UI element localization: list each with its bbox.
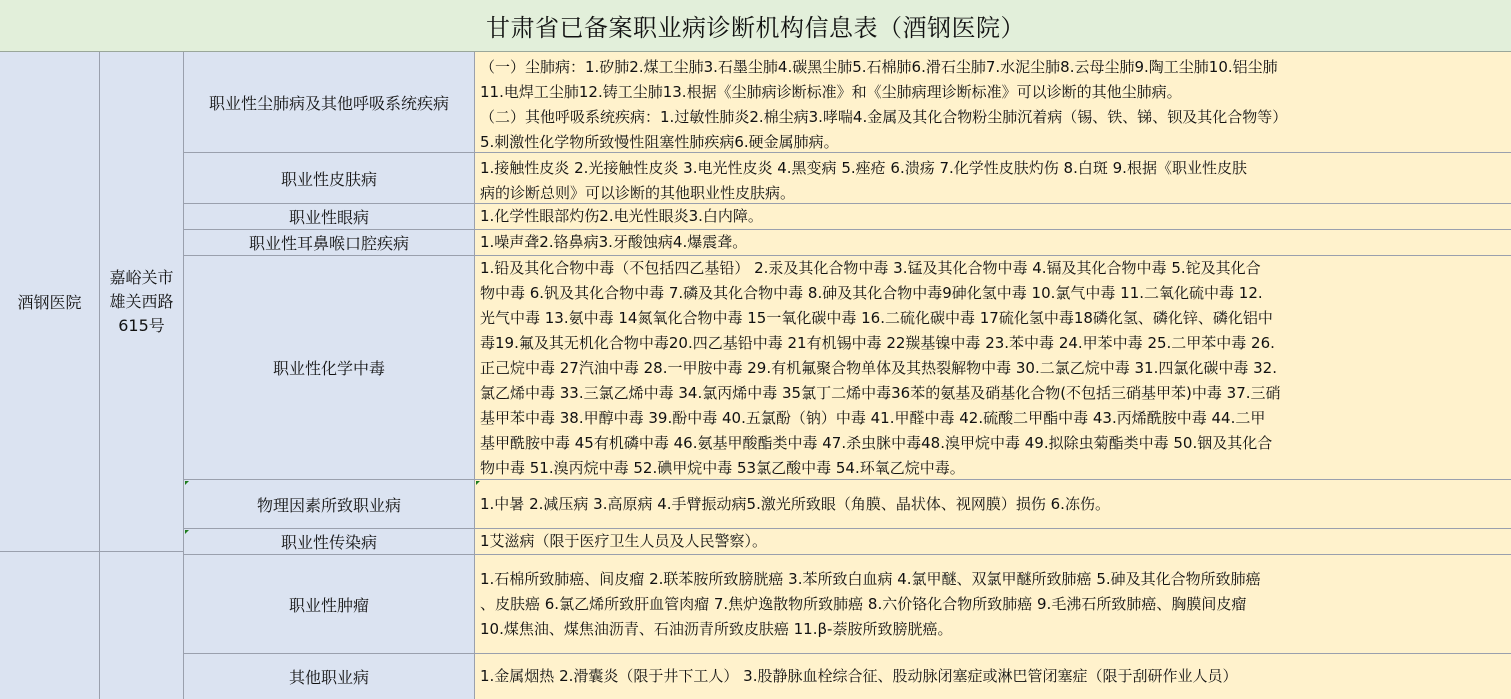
diseases-cell: 1.中暑 2.减压病 3.高原病 4.手臂振动病5.激光所致眼（角膜、晶状体、视网膜）损伤 6.冻伤。 <box>475 480 1511 529</box>
hospital-cell <box>0 52 100 552</box>
address-cell <box>100 52 184 552</box>
category-cell <box>184 230 475 256</box>
diseases-cell: （一）尘肺病：1.矽肺2.煤工尘肺3.石墨尘肺4.碳黑尘肺5.石棉肺6.滑石尘肺7.水泥尘肺8.云母尘肺9.陶工尘肺10.铝尘肺 11.电焊工尘肺12.铸工尘肺13.根据《尘肺病诊断标准》和《尘肺病理诊断标准》可以诊断的其他尘肺病。 （二）其他呼吸系统疾病：1.过敏性肺炎2.棉尘病3.哮喘4.金属及其化合物粉尘肺沉着病（锡、铁、锑、钡及其化合物等） 5.刺激性化学物所致慢性阻塞性肺疾病6.硬金属肺病。 <box>475 52 1511 153</box>
category-label: 其他职业病 <box>288 668 369 687</box>
category-label: 物理因素所致职业病 <box>256 495 401 515</box>
diseases-cell: 1.噪声聋2.铬鼻病3.牙酸蚀病4.爆震聋。 <box>475 230 1511 256</box>
diseases-cell: 1.石棉所致肺癌、间皮瘤 2.联苯胺所致膀胱癌 3.苯所致白血病 4.氯甲醚、双氯甲醚所致肺癌 5.砷及其化合物所致肺癌 、皮肤癌 6.氯乙烯所致肝血管肉瘤 7.焦炉逸散物所致肺癌 8.六价铬化合物所致肺癌 9.毛沸石所致肺癌、胸膜间皮瘤 10.煤焦油、煤焦油沥青、石油沥青所致皮肤癌 11.β-萘胺所致膀胱癌。 <box>475 555 1511 654</box>
diseases-cell: 1.化学性眼部灼伤2.电光性眼炎3.白内障。 <box>475 204 1511 230</box>
category-label: 职业性耳鼻喉口腔疾病 <box>248 234 409 253</box>
cell-marker <box>476 481 480 485</box>
category-cell <box>184 204 475 230</box>
hospital-address: 嘉峪关市 雄关西路 615号 <box>109 267 174 335</box>
diseases-cell: 1艾滋病（限于医疗卫生人员及人民警察）。 <box>475 529 1511 555</box>
category-label: 职业性化学中毒 <box>272 359 385 378</box>
address-cell-continued <box>100 552 184 699</box>
cell-marker <box>185 481 189 485</box>
category-cell <box>184 256 475 480</box>
category-cell <box>184 153 475 204</box>
category-cell <box>184 555 475 654</box>
page-title: 甘肃省已备案职业病诊断机构信息表（酒钢医院） <box>0 0 1511 52</box>
hospital-name: 酒钢医院 <box>17 293 82 312</box>
category-label: 职业性皮肤病 <box>280 169 377 189</box>
cell-marker <box>185 530 189 534</box>
diseases-cell: 1.铅及其化合物中毒（不包括四乙基铅） 2.汞及其化合物中毒 3.锰及其化合物中毒 4.镉及其化合物中毒 5.铊及其化合 物中毒 6.钒及其化合物中毒 7.磷及其化合物中毒 8.砷及其化合物中毒9砷化氢中毒 10.氯气中毒 11.二氧化硫中毒 12. 光气中毒 13.氨中毒 14氮氧化合物中毒 15一氧化碳中毒 16.二硫化碳中毒 17硫化氢中毒18磷化氢、磷化锌、磷化铝中 毒19.氟及其无机化合物中毒20.四乙基铅中毒 21有机锡中毒 22羰基镍中毒 23.苯中毒 24.甲苯中毒 25.二甲苯中毒 26. 正己烷中毒 27汽油中毒 28.一甲胺中毒 29.有机氟聚合物单体及其热裂解物中毒 30.二氯乙烷中毒 31.四氯化碳中毒 32. 氯乙烯中毒 33.三氯乙烯中毒 34.氯丙烯中毒 35氯丁二烯中毒36苯的氨基及硝基化合物(不包括三硝基甲苯)中毒 37.三硝 基甲苯中毒 38.甲醇中毒 39.酚中毒 40.五氯酚（钠）中毒 41.甲醛中毒 42.硫酸二甲酯中毒 43.丙烯酰胺中毒 44.二甲 基甲酰胺中毒 45有机磷中毒 46.氨基甲酸酯类中毒 47.杀虫脒中毒48.溴甲烷中毒 49.拟除虫菊酯类中毒 50.铟及其化合 物中毒 51.溴丙烷中毒 52.碘甲烷中毒 53氯乙酸中毒 54.环氧乙烷中毒。 <box>475 256 1511 480</box>
category-label: 职业性肿瘤 <box>288 595 369 615</box>
category-cell <box>184 480 475 529</box>
diseases-cell: 1.接触性皮炎 2.光接触性皮炎 3.电光性皮炎 4.黑变病 5.痤疮 6.溃疡 7.化学性皮肤灼伤 8.白斑 9.根据《职业性皮肤 病的诊断总则》可以诊断的其他职业性皮肤病。 <box>475 153 1511 204</box>
category-cell <box>184 52 475 153</box>
diseases-cell: 1.金属烟热 2.滑囊炎（限于井下工人） 3.股静脉血栓综合征、股动脉闭塞症或淋巴管闭塞症（限于刮研作业人员） <box>475 654 1511 699</box>
category-label: 职业性尘肺病及其他呼吸系统疾病 <box>208 93 449 113</box>
category-cell <box>184 654 475 699</box>
hospital-cell-continued <box>0 552 100 699</box>
category-label: 职业性眼病 <box>288 208 369 227</box>
category-label: 职业性传染病 <box>280 533 377 552</box>
category-cell <box>184 529 475 555</box>
